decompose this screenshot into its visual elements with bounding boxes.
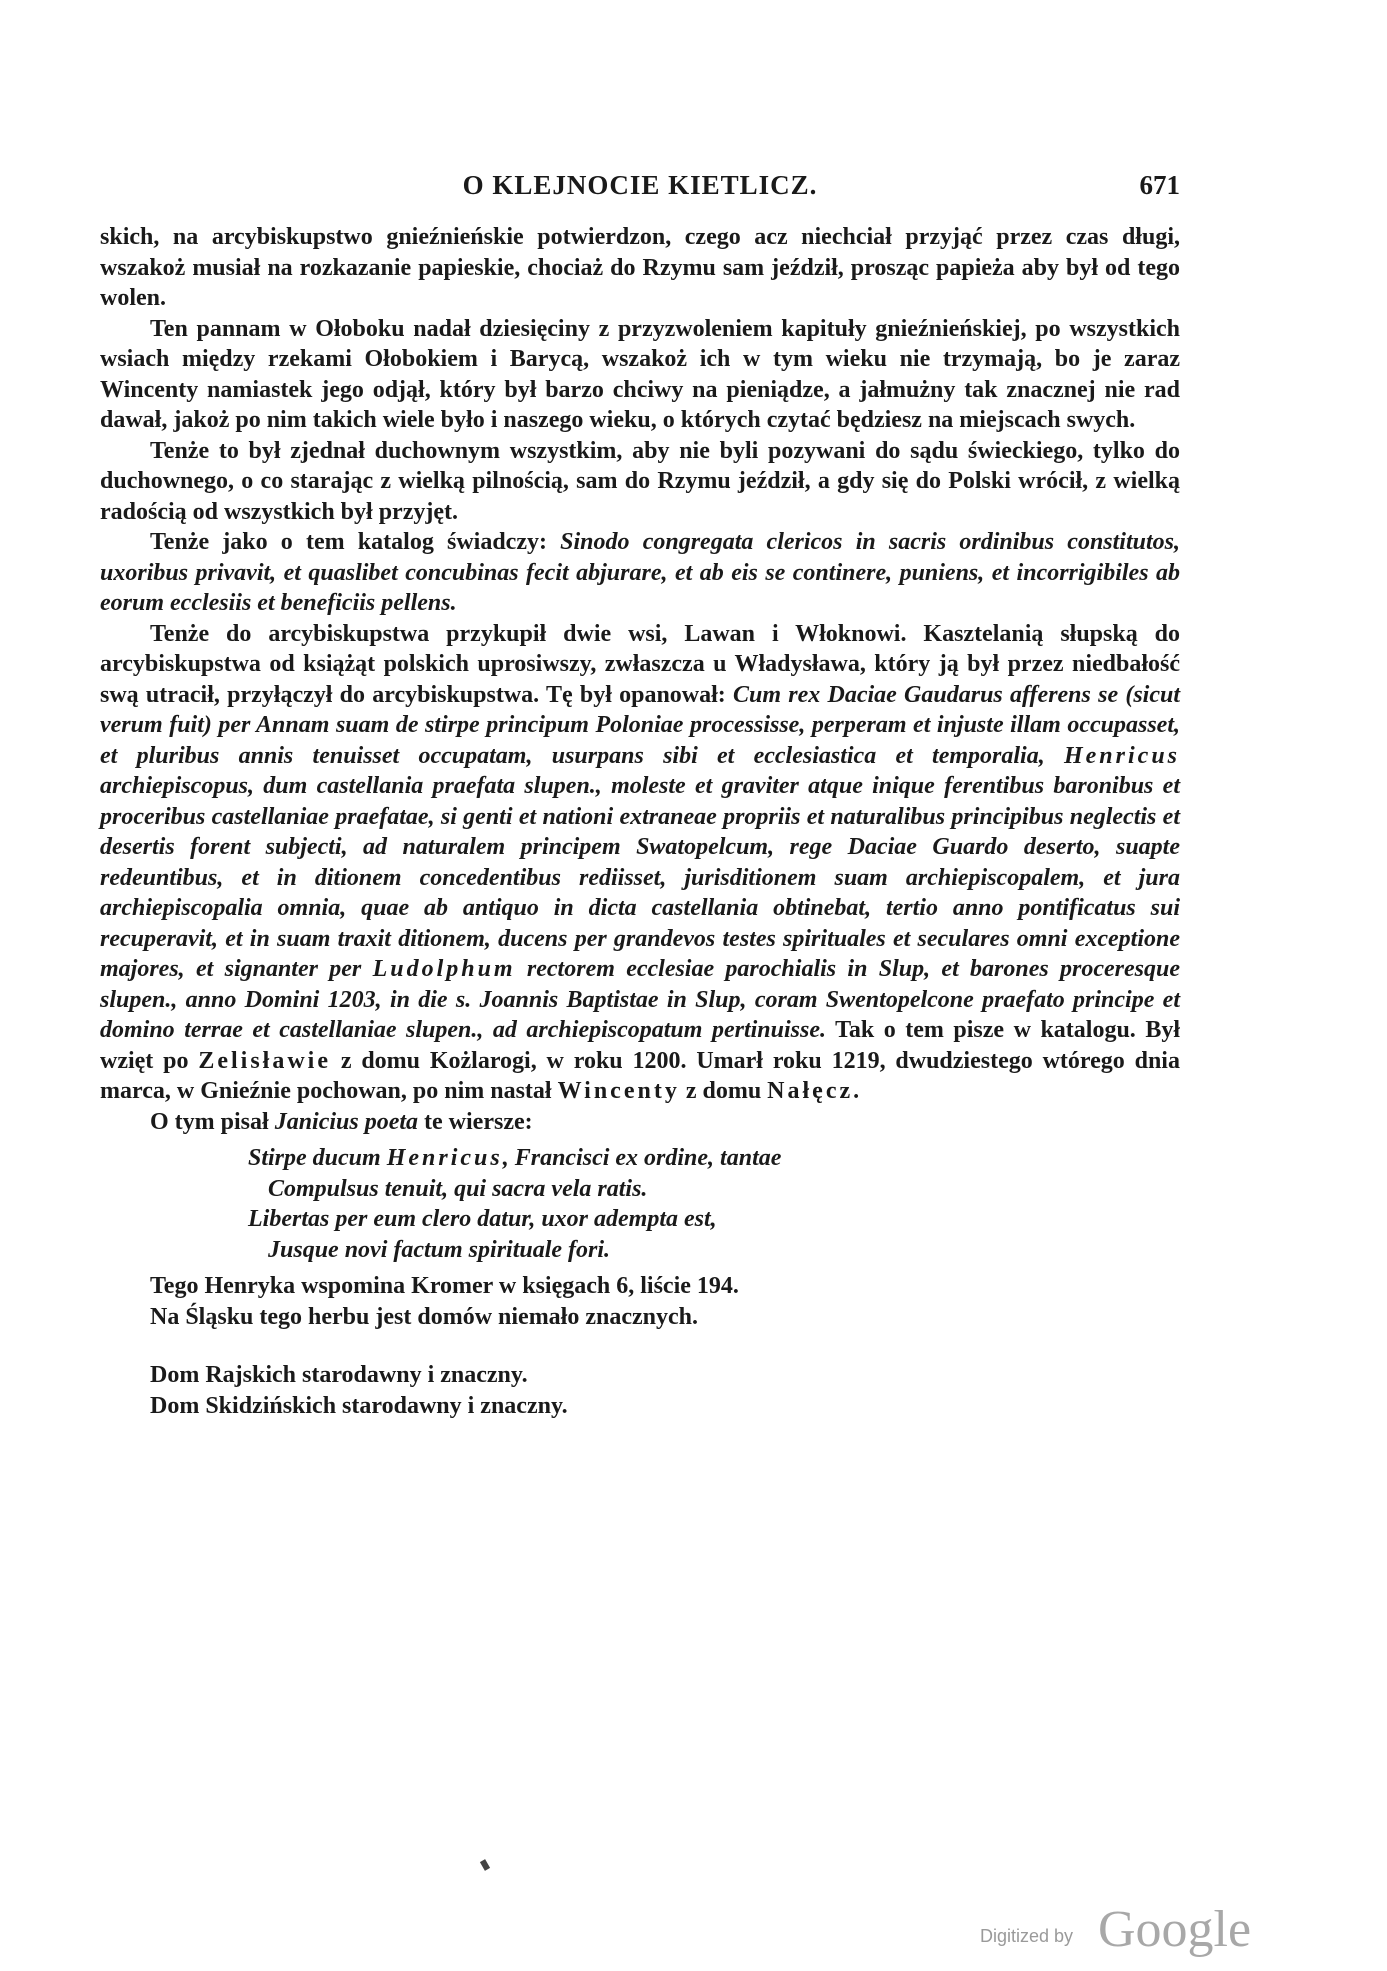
paragraph-4-latin: Sinodo congregata clericos in sacris ordinibus constitutos, uxoribus privavit, et quaslibet concubinas fecit abjurare, et ab eis se continere, puniens, et incorrigibiles ab eorum ecclesiis et beneficiis pellens. <box>100 529 1180 616</box>
p6-author: Janicius poeta <box>274 1108 419 1135</box>
digitized-label: Digitized by <box>980 1926 1074 1946</box>
verse-line-3: Libertas per eum clero datur, uxor adempta est, <box>248 1206 717 1232</box>
p5-name2: Ludolphum <box>372 956 516 982</box>
paragraph-1: skich, na arcybiskupstwo gnieźnieńskie potwierdzon, czego acz niechciał przyjąć przez czas długi, wszakoż musiał na rozkazanie papieskie, chociaż do Rzymu sam jeździł, prosząc papieża aby był od tego wolen. <box>100 224 1180 311</box>
p5-name4: Wincenty <box>557 1078 680 1104</box>
paragraph-2: Ten pannam w Ołoboku nadał dziesięciny z przyzwoleniem kapituły gnieźnieńskiej, po wszystkich wsiach między rzekami Ołobokiem i Barycą, wszakoż ich w tym wieku nie trzymają, bo je zaraz Wincenty namiastek jego odjął, który był barzo chciwy na pieniądze, a jałmużny tak znacznej nie rad dawał, jakoż po nim takich wiele było i naszego wieku, o których czytać będziesz na miejscach swych. <box>100 315 1180 433</box>
p5-text5: . <box>853 1078 860 1104</box>
p5-latin1: Cum rex Daciae Gaudarus afferens se (sicut verum fuit) per Annam suam de stirpe principum Poloniae processisse, perperam et injuste illam occupasset, et pluribus annis tenuisset occupatam, usurpans sibi et ecclesiastica et temporalia, <box>100 681 1181 769</box>
closing-line-1: Tego Henryka wspomina Kromer w księgach 6, liście 194. <box>150 1273 739 1299</box>
p5-latin2: archiepiscopus, dum castellania praefata slupen., moleste et graviter atque inique ferentibus baronibus et proceribus castellaniae praefatae, si genti et nationi extraneae propriis et naturalibus principibus neglectis et desertis forent subjecti, ad naturalem principem Swatopelcum, rege Daciae Guardo deserto, suapte redeuntibus, et in ditionem concedentibus rediisset, jurisditionem suam archiepiscopalem, et jura archiepiscopalia omnia, quae ab antiquo in dicta castellania obtinebat, tertio anno pontificatus sui recuperavit, et in suam traxit ditionem, ducens per grandevos testes spirituales et seculares omni exceptione majores, et signanter per <box>100 773 1180 982</box>
house-entry: Dom Skidzińskich starodawny i znaczny. <box>150 1392 568 1419</box>
p5-name1: Henricus <box>1063 742 1180 769</box>
paragraph-4 <box>100 527 1180 619</box>
p5-name3: Zelisławie <box>198 1047 331 1074</box>
p5-latin3: rectorem ecclesiae parochialis in Slup, et barones proceresque slupen., anno Domini 1203, in die s. Joannis Baptistae in Slup, coram Swentopelcone praefato principe et domino terrae et castellaniae slupen., ad archiepiscopatum pertinuisse. <box>100 956 1180 1043</box>
page-header <box>100 170 1180 210</box>
verse-line-2: Compulsus tenuit, qui sacra vela ratis. <box>268 1175 648 1202</box>
digitized-watermark <box>980 1900 1280 1960</box>
ink-mark <box>480 1859 490 1871</box>
p5-text4: z domu <box>679 1078 768 1104</box>
p5-text2: Tak o tem pisze w katalogu. Był wzięt po <box>100 1017 1180 1074</box>
closing-line-2: Na Śląsku tego herbu jest domów niemało znacznych. <box>150 1303 699 1330</box>
google-logo: Google <box>1098 1901 1252 1958</box>
verse-line-1 <box>100 1143 1180 1174</box>
p5-text1: Tenże do arcybiskupstwa przykupił dwie wsi, Lawan i Włoknowi. Kasztelanią słupską do arcybiskupstwa od książąt polskich uprosiwszy, zwłaszcza u Władysława, który ją był przez niedbałość swą utracił, przyłączył do arcybiskupstwa. Tę był opanował: <box>100 620 1180 708</box>
verse-line-4: Jusque novi factum spirituale fori. <box>268 1236 611 1263</box>
house-entry: Dom Rajskich starodawny i znaczny. <box>150 1362 528 1388</box>
p6-prefix: O tym pisał <box>150 1108 275 1135</box>
paragraph-4-prefix: Tenże jako o tem katalog świadczy: <box>150 529 561 555</box>
page-body <box>100 222 1180 1421</box>
verse-block <box>100 1143 1180 1265</box>
houses-list <box>100 1360 1180 1421</box>
paragraph-3: Tenże to był zjednał duchownym wszystkim, aby nie byli pozywani do sądu świeckiego, tylko do duchownego, o co starając z wielką pilnością, sam do Rzymu jeździł, a gdy się do Polski wrócił, z wielką radością od wszystkich był przyjęt. <box>100 437 1180 525</box>
p5-name5: Nałęcz <box>767 1078 854 1104</box>
verse-line-1a: Stirpe ducum <box>248 1145 387 1171</box>
verse-line-1b: , Francisci ex ordine, tantae <box>502 1145 782 1171</box>
running-title: O KLEJNOCIE KIETLICZ. <box>462 170 818 200</box>
paragraph-5 <box>100 619 1180 1107</box>
page-number: 671 <box>1139 170 1180 200</box>
verse-line-1-name: Henricus <box>386 1145 503 1171</box>
paragraph-6 <box>100 1107 1180 1138</box>
spacer <box>100 1332 1180 1360</box>
p5-text3: z domu Kożlarogi, w roku 1200. Umarł roku 1219, dwudziestego wtórego dnia marca, w Gnieźnie pochowan, po nim nastał <box>100 1047 1180 1104</box>
p6-suffix: te wiersze: <box>418 1108 533 1135</box>
